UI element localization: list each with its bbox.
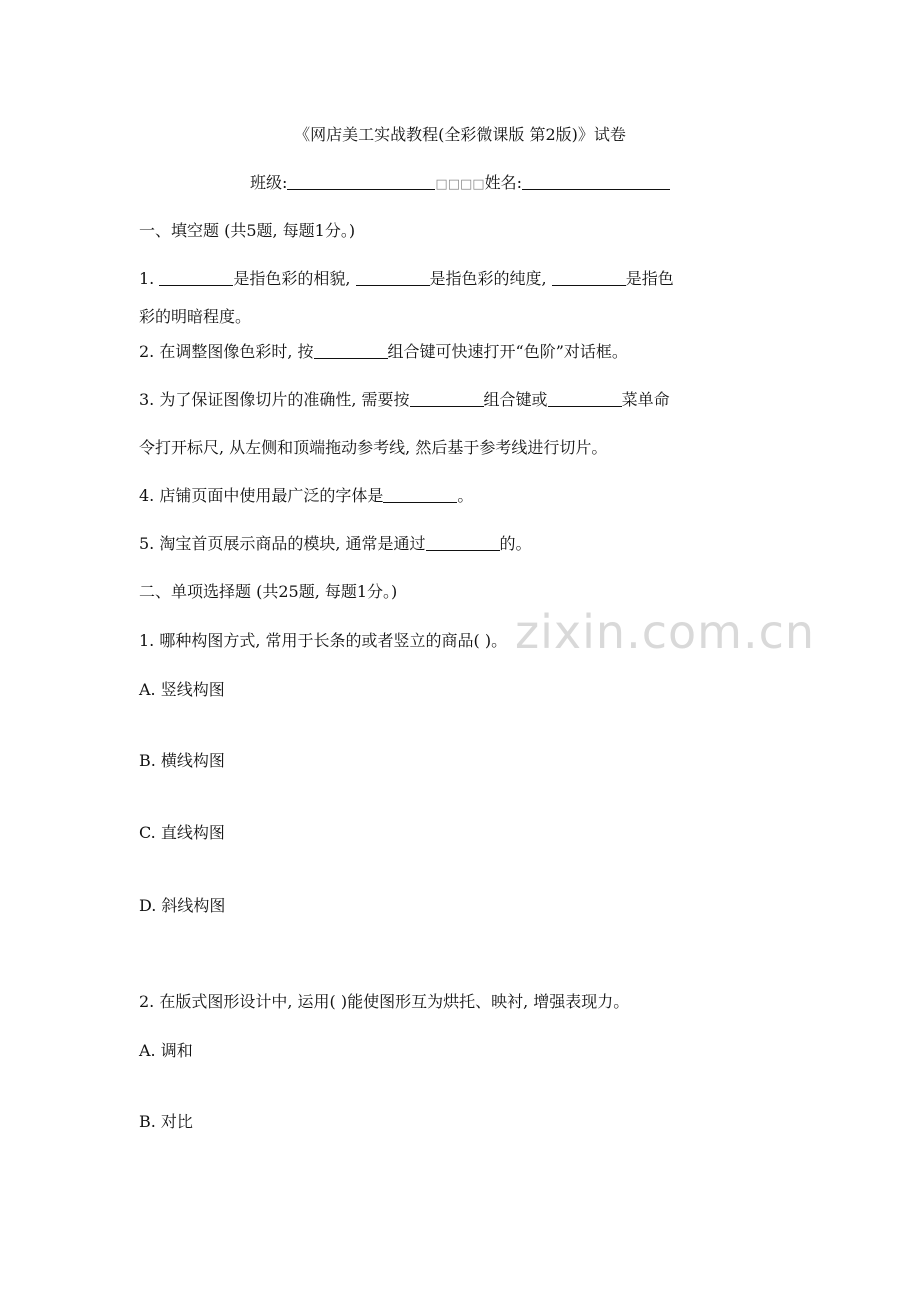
answer-blank: [410, 390, 484, 407]
class-blank: [287, 173, 435, 190]
name-label: 姓名:: [484, 173, 522, 192]
answer-blank: [314, 342, 388, 359]
student-info-line: [0, 171, 920, 197]
choice-option-c: C. 直线构图: [139, 823, 225, 842]
name-blank: [522, 173, 670, 190]
question-text: 的。: [499, 534, 532, 553]
question-text: 是指色彩的相貌,: [233, 269, 351, 288]
answer-blank: [548, 390, 622, 407]
fill-question-3: [139, 388, 670, 412]
watermark: zixin.com.cn: [515, 605, 816, 659]
choice-option-b: B. 横线构图: [139, 751, 225, 770]
question-text: 是指色彩的纯度,: [429, 269, 547, 288]
answer-blank: [356, 269, 430, 286]
question-number: 4.: [139, 486, 155, 505]
choice-option-b: B. 对比: [139, 1112, 193, 1131]
answer-blank: [159, 269, 233, 286]
class-label: 班级:: [250, 173, 288, 192]
fill-question-1-continued: 彩的明暗程度。: [139, 307, 252, 326]
question-text: 店铺页面中使用最广泛的字体是: [159, 486, 384, 505]
question-number: 2.: [139, 342, 155, 361]
fill-question-3-continued: 令打开标尺, 从左侧和顶端拖动参考线, 然后基于参考线进行切片。: [139, 438, 608, 457]
choice-option-a: A. 竖线构图: [139, 680, 225, 699]
question-text: 是指色: [625, 269, 674, 288]
question-number: 1.: [139, 269, 155, 288]
question-text: 为了保证图像切片的准确性, 需要按: [159, 390, 410, 409]
choice-question-1: 1. 哪种构图方式, 常用于长条的或者竖立的商品( )。: [139, 631, 508, 650]
choice-option-d: D. 斜线构图: [139, 896, 226, 915]
question-text: 在调整图像色彩时, 按: [159, 342, 314, 361]
choice-option-a: A. 调和: [139, 1041, 193, 1060]
answer-blank: [426, 534, 500, 551]
question-text: 。: [457, 486, 474, 505]
choice-question-2: 2. 在版式图形设计中, 运用( )能使图形互为烘托、映衬, 增强表现力。: [139, 992, 630, 1011]
section2-heading: 二、单项选择题 (共25题, 每题1分。): [139, 582, 398, 601]
question-text: 组合键或: [483, 390, 548, 409]
answer-blank: [383, 486, 457, 503]
section1-heading: 一、填空题 (共5题, 每题1分。): [139, 221, 356, 240]
question-text: 淘宝首页展示商品的模块, 通常是通过: [159, 534, 426, 553]
answer-blank: [552, 269, 626, 286]
fill-question-5: [139, 532, 532, 556]
placeholder-boxes: □□□□: [435, 177, 485, 192]
fill-question-4: [139, 484, 473, 508]
fill-question-1: [139, 267, 674, 291]
question-number: 5.: [139, 534, 155, 553]
question-number: 3.: [139, 390, 155, 409]
exam-title: 《网店美工实战教程(全彩微课版 第2版)》试卷: [294, 125, 626, 144]
fill-question-2: [139, 340, 628, 364]
question-text: 菜单命: [621, 390, 670, 409]
question-text: 组合键可快速打开“色阶”对话框。: [387, 342, 628, 361]
